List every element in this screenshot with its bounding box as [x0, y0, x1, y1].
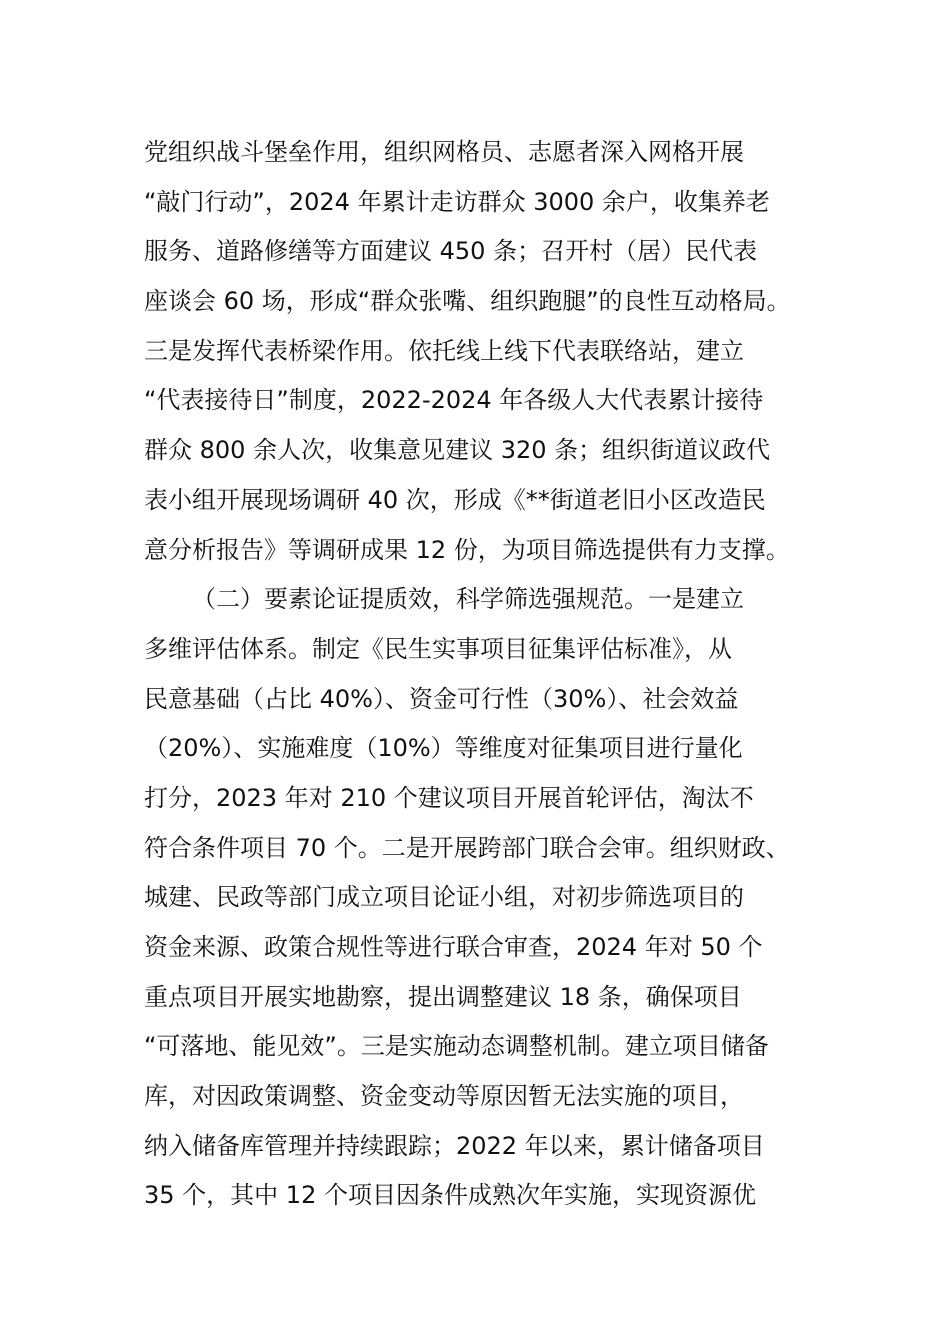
- text-line-12: 民意基础（占比 40%）、资金可行性（30%）、社会效益: [144, 684, 739, 713]
- text-line-5: 三是发挥代表桥梁作用。依托线上线下代表联络站，建立: [144, 336, 744, 365]
- text-line-17: 资金来源、政策合规性等进行联合审查，2024 年对 50 个: [144, 933, 763, 961]
- text-line-21: 纳入储备库管理并持续跟踪；2022 年以来，累计储备项目: [144, 1131, 765, 1160]
- text-line-22: 35 个，其中 12 个项目因条件成熟次年实施，实现资源优: [144, 1181, 756, 1210]
- text-line-3: 服务、道路修缮等方面建议 450 条；召开村（居）民代表: [144, 237, 758, 266]
- text-line-15: 符合条件项目 70 个。二是开展跨部门联合会审。组织财政、: [144, 833, 790, 862]
- text-line-9: 意分析报告》等调研成果 12 份，为项目筛选提供有力支撑。: [144, 535, 790, 564]
- text-line-7: 群众 800 余人次，收集意见建议 320 条；组织街道议政代: [144, 436, 771, 465]
- text-line-16: 城建、民政等部门成立项目论证小组，对初步筛选项目的: [144, 883, 744, 912]
- text-line-14: 打分，2023 年对 210 个建议项目开展首轮评估，淘汰不: [144, 783, 754, 812]
- body-text: [144, 128, 834, 1221]
- text-line-20: 库，对因政策调整、资金变动等原因暂无法实施的项目，: [144, 1082, 744, 1111]
- text-line-1: 党组织战斗堡垒作用，组织网格员、志愿者深入网格开展: [144, 138, 744, 166]
- text-line-11: 多维评估体系。制定《民生实事项目征集评估标准》，从: [144, 634, 732, 663]
- text-line-8: 表小组开展现场调研 40 次，形成《**街道老旧小区改造民: [144, 485, 766, 514]
- text-line-13: （20%）、实施难度（10%）等维度对征集项目进行量化: [144, 734, 743, 763]
- section-heading-line: （二）要素论证提质效，科学筛选强规范。一是建立: [192, 585, 744, 614]
- text-line-2: “敲门行动”，2024 年累计走访群众 3000 余户，收集养老: [144, 187, 770, 216]
- text-line-6: “代表接待日”制度，2022-2024 年各级人大代表累计接待: [144, 386, 764, 415]
- text-line-19: “可落地、能见效”。三是实施动态调整机制。建立项目储备: [144, 1032, 769, 1061]
- text-line-18: 重点项目开展实地勘察，提出调整建议 18 条，确保项目: [144, 982, 742, 1011]
- text-line-4: 座谈会 60 场，形成“群众张嘴、组织跑腿”的良性互动格局。: [144, 287, 791, 316]
